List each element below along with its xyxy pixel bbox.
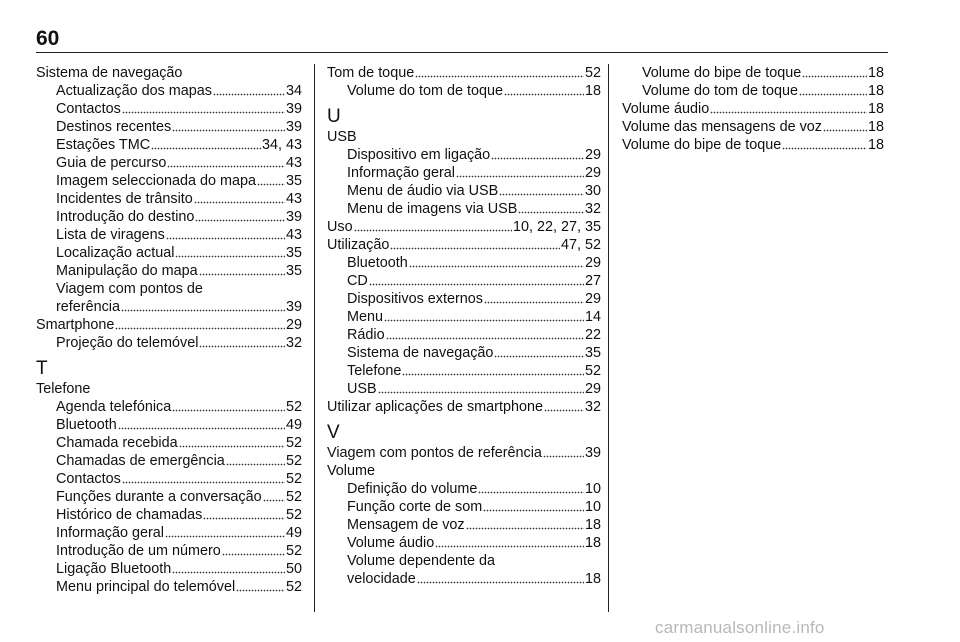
index-entry-label: USB (347, 381, 377, 397)
column-divider-2 (608, 64, 609, 612)
dot-leader (115, 316, 285, 334)
index-column-3 (622, 64, 884, 154)
dot-leader (518, 200, 584, 218)
dot-leader (151, 136, 261, 154)
index-entry-label: Volume áudio (347, 535, 435, 551)
index-heading-term: USB (327, 129, 357, 145)
index-entry-label: Manipulação do mapa (56, 263, 198, 279)
index-entry-pages: 18 (584, 571, 601, 587)
index-entry-pages: 52 (285, 543, 302, 559)
dot-leader (166, 226, 285, 244)
index-entry (327, 164, 601, 182)
index-entry-label: Volume do bipe de toque (642, 65, 802, 81)
index-entry-pages: 10, 22, 27, 35 (512, 219, 601, 235)
index-entry (327, 362, 601, 380)
index-entry-label: Função corte de som (347, 499, 483, 515)
index-entry (327, 498, 601, 516)
index-entry-pages: 18 (867, 83, 884, 99)
index-letter-heading: T (36, 358, 48, 379)
index-entry (36, 434, 302, 452)
dot-leader (172, 118, 285, 136)
index-entry-label: Menu principal do telemóvel (56, 579, 236, 595)
dot-leader (179, 434, 285, 452)
index-entry-pages: 39 (285, 209, 302, 225)
index-entry-pages: 22 (584, 327, 601, 343)
index-entry (36, 488, 302, 506)
index-entry-pages: 29 (584, 165, 601, 181)
index-entry-label: Utilização (327, 237, 390, 253)
index-entry-label: Volume do bipe de toque (622, 137, 782, 153)
index-entry (36, 334, 302, 352)
dot-leader (466, 516, 584, 534)
index-entry (36, 298, 302, 316)
dot-leader (172, 560, 285, 578)
dot-leader (199, 334, 285, 352)
index-entry-label: Menu de imagens via USB (347, 201, 518, 217)
index-entry-label: Agenda telefónica (56, 399, 172, 415)
index-entry-pages: 32 (584, 399, 601, 415)
index-entry (327, 480, 601, 498)
index-entry-label: Projeção do telemóvel (56, 335, 199, 351)
index-entry-label: velocidade (347, 571, 416, 587)
index-entry (36, 172, 302, 190)
index-entry-label: Rádio (347, 327, 385, 343)
dot-leader (499, 182, 584, 200)
dot-leader (213, 82, 285, 100)
dot-leader (823, 118, 867, 136)
index-entry (36, 100, 302, 118)
dot-leader (478, 480, 584, 498)
index-entry (36, 208, 302, 226)
index-entry (36, 154, 302, 172)
index-entry-pages: 27 (584, 273, 601, 289)
index-entry-label: Dispositivos externos (347, 291, 483, 307)
index-entry-pages: 30 (584, 183, 601, 199)
dot-leader (263, 488, 285, 506)
dot-leader (435, 534, 584, 552)
index-entry (327, 64, 601, 82)
index-entry-pages: 50 (285, 561, 302, 577)
index-entry (622, 100, 884, 118)
dot-leader (483, 498, 584, 516)
index-entry-label: Histórico de chamadas (56, 507, 203, 523)
index-entry (327, 236, 601, 254)
index-entry-label: Informação geral (347, 165, 455, 181)
index-entry-label: Contactos (56, 471, 121, 487)
dot-leader (167, 154, 285, 172)
index-entry-pages: 35 (285, 173, 302, 189)
index-entry-pages: 29 (584, 291, 601, 307)
index-entry-label: Chamada recebida (56, 435, 178, 451)
index-entry (36, 190, 302, 208)
index-entry (36, 542, 302, 560)
index-entry-label: Smartphone (36, 317, 115, 333)
index-entry-label: Localização actual (56, 245, 175, 261)
index-entry-pages: 39 (285, 101, 302, 117)
dot-leader (257, 172, 285, 190)
index-heading-term: Volume (327, 463, 375, 479)
dot-leader (386, 326, 584, 344)
index-entry (36, 316, 302, 334)
index-entry-label: Menu de áudio via USB (347, 183, 499, 199)
index-entry-label: Utilizar aplicações de smartphone (327, 399, 543, 415)
index-entry-label: Mensagem de voz (347, 517, 465, 533)
index-entry-pages: 39 (285, 299, 302, 315)
index-entry-label: Chamadas de emergência (56, 453, 225, 469)
index-entry-label: Bluetooth (347, 255, 408, 271)
index-entry-pages: 47, 52 (560, 237, 601, 253)
index-entry-label: Telefone (347, 363, 402, 379)
index-heading-term: Sistema de navegação (36, 65, 183, 81)
index-entry-label: Incidentes de trânsito (56, 191, 193, 207)
dot-leader (121, 298, 285, 316)
dot-leader (203, 506, 285, 524)
dot-leader (415, 64, 584, 82)
index-entry-label: Definição do volume (347, 481, 478, 497)
watermark-brand: carmanualsonline.info (655, 618, 825, 637)
dot-leader (802, 64, 867, 82)
dot-leader (175, 244, 285, 262)
index-column-1 (36, 64, 302, 596)
dot-leader (544, 398, 584, 416)
dot-leader (782, 136, 867, 154)
index-entry-pages: 10 (584, 499, 601, 515)
dot-leader (199, 262, 285, 280)
dot-leader (194, 190, 285, 208)
index-entry (36, 226, 302, 244)
index-entry-pages: 52 (285, 489, 302, 505)
index-entry (327, 272, 601, 290)
index-entry (327, 570, 601, 588)
index-entry-label: Funções durante a conversação (56, 489, 262, 505)
index-entry-pages: 29 (584, 147, 601, 163)
index-entry (36, 118, 302, 136)
index-entry (327, 218, 601, 236)
index-entry-pages: 29 (584, 255, 601, 271)
dot-leader (384, 308, 584, 326)
index-entry (327, 344, 601, 362)
page-number: 60 (36, 27, 60, 50)
index-entry-pages: 52 (285, 435, 302, 451)
column-divider-1 (314, 64, 315, 612)
index-entry-label: Volume do tom de toque (642, 83, 799, 99)
index-entry (327, 146, 601, 164)
index-column-2 (327, 64, 601, 588)
index-entry-pages: 52 (285, 399, 302, 415)
dot-leader (369, 272, 584, 290)
index-entry-label: CD (347, 273, 368, 289)
index-entry-pages: 49 (285, 525, 302, 541)
dot-leader (543, 444, 584, 462)
dot-leader (491, 146, 584, 164)
index-entry-label: Viagem com pontos de referência (327, 445, 542, 461)
dot-leader (118, 416, 285, 434)
header-rule (36, 52, 888, 53)
index-entry-label: Sistema de navegação (347, 345, 494, 361)
index-entry-label: Tom de toque (327, 65, 415, 81)
index-entry-pages: 35 (285, 263, 302, 279)
index-entry-label: Uso (327, 219, 353, 235)
index-entry-pages: 43 (285, 191, 302, 207)
dot-leader (402, 362, 584, 380)
index-entry-pages: 34 (285, 83, 302, 99)
index-entry (36, 82, 302, 100)
index-entry (327, 308, 601, 326)
index-entry-label: Estações TMC (56, 137, 151, 153)
dot-leader (390, 236, 560, 254)
index-entry (327, 398, 601, 416)
index-entry-pages: 18 (584, 517, 601, 533)
index-entry (327, 380, 601, 398)
index-entry (36, 262, 302, 280)
index-entry-pages: 52 (285, 471, 302, 487)
index-entry (327, 290, 601, 308)
index-entry-label: Volume áudio (622, 101, 710, 117)
dot-leader (222, 542, 285, 560)
index-entry-label: Lista de viragens (56, 227, 165, 243)
index-entry-label: Actualização dos mapas (56, 83, 212, 99)
index-entry (36, 136, 302, 154)
index-entry-pages: 18 (867, 101, 884, 117)
index-entry-pages: 18 (867, 65, 884, 81)
dot-leader (195, 208, 285, 226)
index-entry (622, 118, 884, 136)
index-heading-term: Volume dependente da (347, 553, 496, 569)
index-entry (36, 452, 302, 470)
index-entry (327, 444, 601, 462)
index-entry (327, 534, 601, 552)
index-entry (36, 244, 302, 262)
index-entry (622, 64, 884, 82)
index-entry-label: Volume das mensagens de voz (622, 119, 822, 135)
index-entry-pages: 32 (584, 201, 601, 217)
index-entry-label: Introdução de um número (56, 543, 221, 559)
index-entry-pages: 34, 43 (261, 137, 302, 153)
index-entry (36, 560, 302, 578)
index-heading-term: Viagem com pontos de (56, 281, 203, 297)
index-letter-heading: U (327, 106, 341, 127)
index-entry-pages: 29 (584, 381, 601, 397)
index-entry-pages: 52 (285, 579, 302, 595)
index-entry (36, 524, 302, 542)
index-entry-pages: 18 (584, 83, 601, 99)
dot-leader (226, 452, 285, 470)
index-entry-pages: 39 (584, 445, 601, 461)
index-entry (327, 254, 601, 272)
index-entry-pages: 18 (584, 535, 601, 551)
index-entry (622, 136, 884, 154)
index-entry-pages: 18 (867, 137, 884, 153)
index-entry-pages: 32 (285, 335, 302, 351)
index-entry-pages: 43 (285, 155, 302, 171)
index-entry-label: Informação geral (56, 525, 164, 541)
index-entry (327, 82, 601, 100)
dot-leader (494, 344, 584, 362)
index-entry (36, 506, 302, 524)
index-entry (327, 182, 601, 200)
index-entry-pages: 35 (285, 245, 302, 261)
index-entry-pages: 52 (584, 65, 601, 81)
dot-leader (456, 164, 584, 182)
index-entry (327, 516, 601, 534)
index-entry-label: Bluetooth (56, 417, 117, 433)
index-entry-label: Dispositivo em ligação (347, 147, 491, 163)
dot-leader (409, 254, 584, 272)
index-entry (36, 416, 302, 434)
index-entry-pages: 29 (285, 317, 302, 333)
index-entry-label: Imagem seleccionada do mapa (56, 173, 256, 189)
index-entry (327, 200, 601, 218)
index-entry-label: Ligação Bluetooth (56, 561, 172, 577)
index-entry-label: Volume do tom de toque (347, 83, 504, 99)
index-entry-label: Contactos (56, 101, 121, 117)
index-entry-pages: 52 (285, 453, 302, 469)
dot-leader (354, 218, 512, 236)
dot-leader (378, 380, 584, 398)
index-entry-pages: 49 (285, 417, 302, 433)
index-entry-label: Menu (347, 309, 383, 325)
dot-leader (122, 100, 285, 118)
index-heading-term: Telefone (36, 381, 91, 397)
index-entry-pages: 39 (285, 119, 302, 135)
index-entry-pages: 52 (584, 363, 601, 379)
dot-leader (236, 578, 285, 596)
index-entry-pages: 14 (584, 309, 601, 325)
dot-leader (504, 82, 584, 100)
index-entry (36, 398, 302, 416)
dot-leader (122, 470, 285, 488)
dot-leader (417, 570, 584, 588)
index-entry-label: Guia de percurso (56, 155, 167, 171)
dot-leader (165, 524, 285, 542)
index-entry-label: Destinos recentes (56, 119, 172, 135)
index-entry (36, 578, 302, 596)
index-entry (622, 82, 884, 100)
index-entry-pages: 35 (584, 345, 601, 361)
dot-leader (799, 82, 867, 100)
index-letter-heading: V (327, 422, 340, 443)
index-entry (36, 470, 302, 488)
index-entry (327, 326, 601, 344)
index-entry-pages: 52 (285, 507, 302, 523)
index-entry-pages: 43 (285, 227, 302, 243)
dot-leader (172, 398, 285, 416)
index-entry-label: Introdução do destino (56, 209, 195, 225)
dot-leader (484, 290, 584, 308)
dot-leader (710, 100, 867, 118)
index-entry-pages: 10 (584, 481, 601, 497)
index-entry-label: referência (56, 299, 120, 315)
index-entry-pages: 18 (867, 119, 884, 135)
